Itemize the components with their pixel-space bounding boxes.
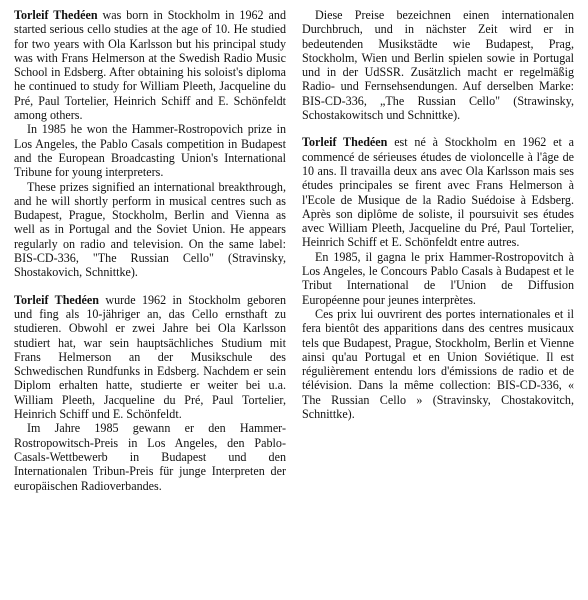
section-gap [14,280,286,293]
german-paragraph-3: Diese Preise bezeichnen einen internationalen Durchbruch, und in nächster Zeit wird er in bedeutenden Musikstädte wie Budapest, Prag, Stockholm, Wien und Berlin spielen sowie in Portugal und in der UdSSR. Zusätzlich macht er regelmäßig Radio- und Fernsehsendungen. Auf derselben Marke: BIS-CD-336, „The Russian Cello" (Strawinsky, Schostakowitsch und Schnittke). [302,8,574,123]
french-paragraph-1-text: est né à Stockholm en 1962 et a commencé de sérieuses études de violoncelle à l'âge de 10 ans. Il travailla deux ans avec Ola Karlsson mais ses études principales se firent avec Frans Helmerson à l'Ecole de Musique de la Radio Suédoise à Edsberg. Après son diplôme de soliste, il poursuivit ses études avec William Pleeth, Jacqueline du Pré, Paul Tortelier, Heinrich Schiff et E. Schönfeldt entre autres. [302,135,574,250]
artist-name: Torleif Thedéen [302,135,388,150]
english-paragraph-1-text: was born in Stockholm in 1962 and started serious cello studies at the age of 10. He studied for two years with Ola Karlsson but his principal study was with Frans Helmerson at the Swedish Radio Music School in Edsberg. After obtaining his soloist's diploma he continued to study for William Pleeth, Jacqueline du Pré, Paul Tortelier, Heinrich Schiff and E. Schönfeldt among others. [14,8,286,123]
left-column [14,8,286,493]
artist-name: Torleif Thedéen [14,8,98,22]
french-paragraph-1 [302,135,574,249]
german-paragraph-2: Im Jahre 1985 gewann er den Hammer-Rostropowitsch-Preis in Los Angeles, den Pablo-Casals-Wettbewerb in Budapest und den Internationalen Tribun-Preis für junge Interpreten der europäischen Radioverbandes. [14,421,286,493]
german-paragraph-1-text: wurde 1962 in Stockholm geboren und fing als 10-jähriger an, das Cello ernsthaft zu studieren. Obwohl er zwei Jahre bei Ola Karlsson studiert hat, war sein hauptsächliches Studium mit Frans Helmerson an der Musikschule des Schwedischen Rundfunks in Edsberg. Nachdem er sein Diplom erhalten hatte, studierte er weiter bei u.a. William Pleeth, Jacqueline du Pré, Paul Tortelier, Heinrich Schiff und E. Schönfeldt. [14,292,286,422]
french-paragraph-2: En 1985, il gagna le prix Hammer-Rostropovitch à Los Angeles, le Concours Pablo Casals à Budapest et le Tribut International de l'Union de Diffusion Européenne pour jeunes interprètes. [302,249,574,307]
german-biography-continued [302,8,574,122]
french-biography [302,135,574,421]
right-column [302,8,574,421]
english-paragraph-1 [14,8,286,122]
english-paragraph-3: These prizes signified an international breakthrough, and he will shortly perform in musical centres such as Budapest, Prague, Stockholm, Berlin and Vienna as well as in Portugal and the Soviet Union. He appears regularly on radio and television. On the same label: BIS-CD-336, "The Russian Cello" (Stravinsky, Shostakovich, Schnittke). [14,179,286,280]
artist-name: Torleif Thedéen [14,292,99,307]
german-paragraph-1 [14,293,286,422]
section-gap [302,122,574,135]
english-paragraph-2: In 1985 he won the Hammer-Rostropovich prize in Los Angeles, the Pablo Casals competition in Budapest and the European Broadcasting Union's International Tribune for young interpreters. [14,122,286,180]
german-biography [14,293,286,493]
french-paragraph-3: Ces prix lui ouvrirent des portes internationales et il fera bientôt des apparitions dans des centres musicaux tels que Budapest, Prague, Stockholm, Berlin et Vienne ainsi qu'au Portugal et en Union Soviétique. Il est régulièrement entendu lors d'émissions de radio et de télévision. Dans la même collection: BIS-CD-336, « The Russian Cello » (Stravinsky, Chostakovitch, Schnittke). [302,306,574,422]
english-biography [14,8,286,280]
